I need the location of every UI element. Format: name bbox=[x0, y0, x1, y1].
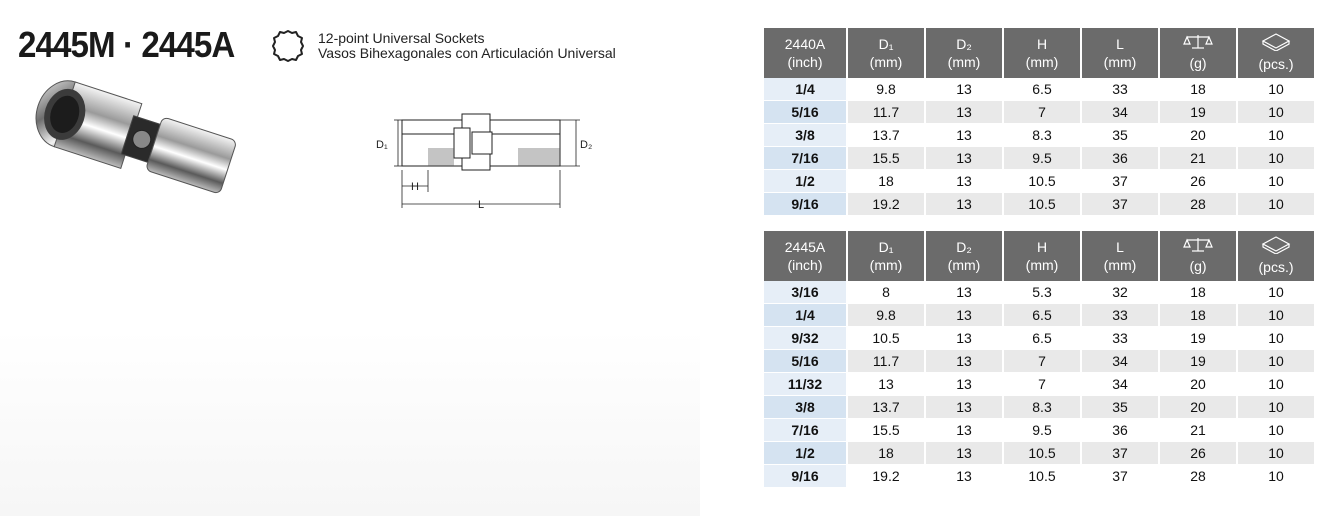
cell-h: 10.5 bbox=[1004, 442, 1082, 465]
spec-table-2445a bbox=[764, 231, 1314, 488]
cell-pcs: 10 bbox=[1238, 304, 1314, 327]
cell-h: 7 bbox=[1004, 101, 1082, 124]
cell-weight: 19 bbox=[1160, 327, 1238, 350]
header-l: L (mm) bbox=[1082, 28, 1160, 78]
header-d1: D₁ (mm) bbox=[848, 231, 926, 281]
cell-size: 9/16 bbox=[764, 193, 848, 216]
table-row bbox=[764, 350, 1314, 373]
table-row bbox=[764, 78, 1314, 101]
cell-pcs: 10 bbox=[1238, 124, 1314, 147]
cell-size: 1/2 bbox=[764, 442, 848, 465]
cell-pcs: 10 bbox=[1238, 281, 1314, 304]
scale-icon bbox=[1183, 34, 1213, 50]
cell-l: 32 bbox=[1082, 281, 1160, 304]
header-d2: D₂ (mm) bbox=[926, 28, 1004, 78]
cell-size: 7/16 bbox=[764, 419, 848, 442]
cell-h: 6.5 bbox=[1004, 327, 1082, 350]
cell-d2: 13 bbox=[926, 281, 1004, 304]
cell-pcs: 10 bbox=[1238, 170, 1314, 193]
subtitle-spanish: Vasos Bihexagonales con Articulación Universal bbox=[318, 45, 616, 61]
cell-size: 9/16 bbox=[764, 465, 848, 488]
table-row bbox=[764, 373, 1314, 396]
product-subtitle bbox=[318, 31, 616, 61]
table-row bbox=[764, 465, 1314, 488]
cell-d2: 13 bbox=[926, 101, 1004, 124]
12-point-circle-icon bbox=[271, 29, 305, 63]
cell-size: 7/16 bbox=[764, 147, 848, 170]
product-photo bbox=[14, 80, 254, 240]
cell-h: 6.5 bbox=[1004, 78, 1082, 101]
cell-pcs: 10 bbox=[1238, 396, 1314, 419]
cell-size: 3/8 bbox=[764, 124, 848, 147]
cell-d1: 13 bbox=[848, 373, 926, 396]
table-row bbox=[764, 281, 1314, 304]
cell-d2: 13 bbox=[926, 193, 1004, 216]
cell-l: 34 bbox=[1082, 373, 1160, 396]
cell-d1: 13.7 bbox=[848, 124, 926, 147]
cell-l: 37 bbox=[1082, 170, 1160, 193]
cell-size: 3/8 bbox=[764, 396, 848, 419]
table-row bbox=[764, 304, 1314, 327]
package-icon bbox=[1261, 33, 1291, 51]
cell-d1: 18 bbox=[848, 170, 926, 193]
header-weight: (g) bbox=[1160, 231, 1238, 281]
cell-d2: 13 bbox=[926, 304, 1004, 327]
cell-l: 33 bbox=[1082, 327, 1160, 350]
cell-h: 7 bbox=[1004, 350, 1082, 373]
cell-pcs: 10 bbox=[1238, 327, 1314, 350]
cell-d1: 19.2 bbox=[848, 193, 926, 216]
cell-size: 1/2 bbox=[764, 170, 848, 193]
cell-h: 8.3 bbox=[1004, 124, 1082, 147]
cell-weight: 18 bbox=[1160, 304, 1238, 327]
cell-d1: 8 bbox=[848, 281, 926, 304]
cell-pcs: 10 bbox=[1238, 101, 1314, 124]
cell-h: 9.5 bbox=[1004, 147, 1082, 170]
cell-pcs: 10 bbox=[1238, 147, 1314, 170]
cell-d1: 10.5 bbox=[848, 327, 926, 350]
label-l: L bbox=[478, 199, 485, 211]
cell-h: 10.5 bbox=[1004, 465, 1082, 488]
cell-d2: 13 bbox=[926, 396, 1004, 419]
cell-pcs: 10 bbox=[1238, 193, 1314, 216]
cell-weight: 28 bbox=[1160, 193, 1238, 216]
cell-d2: 13 bbox=[926, 170, 1004, 193]
cell-l: 34 bbox=[1082, 350, 1160, 373]
cell-weight: 18 bbox=[1160, 78, 1238, 101]
table-row bbox=[764, 170, 1314, 193]
cell-d1: 15.5 bbox=[848, 419, 926, 442]
cell-l: 35 bbox=[1082, 396, 1160, 419]
header-h: H (mm) bbox=[1004, 28, 1082, 78]
cell-pcs: 10 bbox=[1238, 419, 1314, 442]
cell-d2: 13 bbox=[926, 78, 1004, 101]
table-row bbox=[764, 101, 1314, 124]
cell-h: 10.5 bbox=[1004, 170, 1082, 193]
cell-l: 35 bbox=[1082, 124, 1160, 147]
table-row bbox=[764, 124, 1314, 147]
cell-weight: 20 bbox=[1160, 373, 1238, 396]
cell-weight: 19 bbox=[1160, 101, 1238, 124]
header-l: L (mm) bbox=[1082, 231, 1160, 281]
cell-l: 33 bbox=[1082, 78, 1160, 101]
cell-size: 1/4 bbox=[764, 78, 848, 101]
header-h: H (mm) bbox=[1004, 231, 1082, 281]
cell-l: 37 bbox=[1082, 442, 1160, 465]
header-d2: D₂ (mm) bbox=[926, 231, 1004, 281]
table-row bbox=[764, 396, 1314, 419]
cell-d1: 15.5 bbox=[848, 147, 926, 170]
cell-size: 9/32 bbox=[764, 327, 848, 350]
table-row bbox=[764, 193, 1314, 216]
table-header-row bbox=[764, 231, 1314, 281]
cell-d1: 19.2 bbox=[848, 465, 926, 488]
dimension-diagram bbox=[368, 104, 608, 214]
cell-weight: 18 bbox=[1160, 281, 1238, 304]
cell-size: 11/32 bbox=[764, 373, 848, 396]
cell-d2: 13 bbox=[926, 442, 1004, 465]
cell-d2: 13 bbox=[926, 419, 1004, 442]
cell-h: 9.5 bbox=[1004, 419, 1082, 442]
table-row bbox=[764, 442, 1314, 465]
cell-d2: 13 bbox=[926, 124, 1004, 147]
cell-l: 37 bbox=[1082, 193, 1160, 216]
cell-weight: 28 bbox=[1160, 465, 1238, 488]
cell-size: 5/16 bbox=[764, 350, 848, 373]
label-d2: D₂ bbox=[580, 139, 593, 151]
label-d1: D₁ bbox=[376, 139, 388, 151]
cell-pcs: 10 bbox=[1238, 78, 1314, 101]
cell-d1: 18 bbox=[848, 442, 926, 465]
cell-h: 10.5 bbox=[1004, 193, 1082, 216]
cell-d2: 13 bbox=[926, 147, 1004, 170]
label-h: H bbox=[411, 181, 419, 193]
cell-l: 34 bbox=[1082, 101, 1160, 124]
header-size: 2445A (inch) bbox=[764, 231, 848, 281]
spec-table-2440a bbox=[764, 28, 1314, 216]
table-row bbox=[764, 147, 1314, 170]
cell-weight: 20 bbox=[1160, 396, 1238, 419]
cell-h: 7 bbox=[1004, 373, 1082, 396]
cell-pcs: 10 bbox=[1238, 350, 1314, 373]
cell-d2: 13 bbox=[926, 373, 1004, 396]
cell-l: 37 bbox=[1082, 465, 1160, 488]
cell-d2: 13 bbox=[926, 327, 1004, 350]
header-d1: D₁ (mm) bbox=[848, 28, 926, 78]
cell-h: 5.3 bbox=[1004, 281, 1082, 304]
cell-pcs: 10 bbox=[1238, 442, 1314, 465]
cell-h: 8.3 bbox=[1004, 396, 1082, 419]
cell-d1: 13.7 bbox=[848, 396, 926, 419]
cell-l: 33 bbox=[1082, 304, 1160, 327]
background-fade bbox=[0, 330, 700, 516]
cell-d1: 11.7 bbox=[848, 101, 926, 124]
cell-weight: 26 bbox=[1160, 170, 1238, 193]
cell-size: 1/4 bbox=[764, 304, 848, 327]
cell-weight: 20 bbox=[1160, 124, 1238, 147]
table-row bbox=[764, 327, 1314, 350]
cell-l: 36 bbox=[1082, 419, 1160, 442]
cell-weight: 19 bbox=[1160, 350, 1238, 373]
table-header-row bbox=[764, 28, 1314, 78]
table-row bbox=[764, 419, 1314, 442]
header-size: 2440A (inch) bbox=[764, 28, 848, 78]
cell-weight: 21 bbox=[1160, 419, 1238, 442]
cell-h: 6.5 bbox=[1004, 304, 1082, 327]
cell-pcs: 10 bbox=[1238, 465, 1314, 488]
cell-d2: 13 bbox=[926, 465, 1004, 488]
cell-weight: 26 bbox=[1160, 442, 1238, 465]
header-pcs: (pcs.) bbox=[1238, 231, 1314, 281]
package-icon bbox=[1261, 236, 1291, 254]
cell-weight: 21 bbox=[1160, 147, 1238, 170]
cell-pcs: 10 bbox=[1238, 373, 1314, 396]
subtitle-english: 12-point Universal Sockets bbox=[318, 30, 485, 46]
cell-d2: 13 bbox=[926, 350, 1004, 373]
cell-d1: 9.8 bbox=[848, 78, 926, 101]
header-pcs: (pcs.) bbox=[1238, 28, 1314, 78]
cell-d1: 11.7 bbox=[848, 350, 926, 373]
cell-size: 5/16 bbox=[764, 101, 848, 124]
scale-icon bbox=[1183, 237, 1213, 253]
header-weight: (g) bbox=[1160, 28, 1238, 78]
cell-l: 36 bbox=[1082, 147, 1160, 170]
cell-d1: 9.8 bbox=[848, 304, 926, 327]
cell-size: 3/16 bbox=[764, 281, 848, 304]
product-title: 2445M · 2445A bbox=[18, 24, 235, 65]
